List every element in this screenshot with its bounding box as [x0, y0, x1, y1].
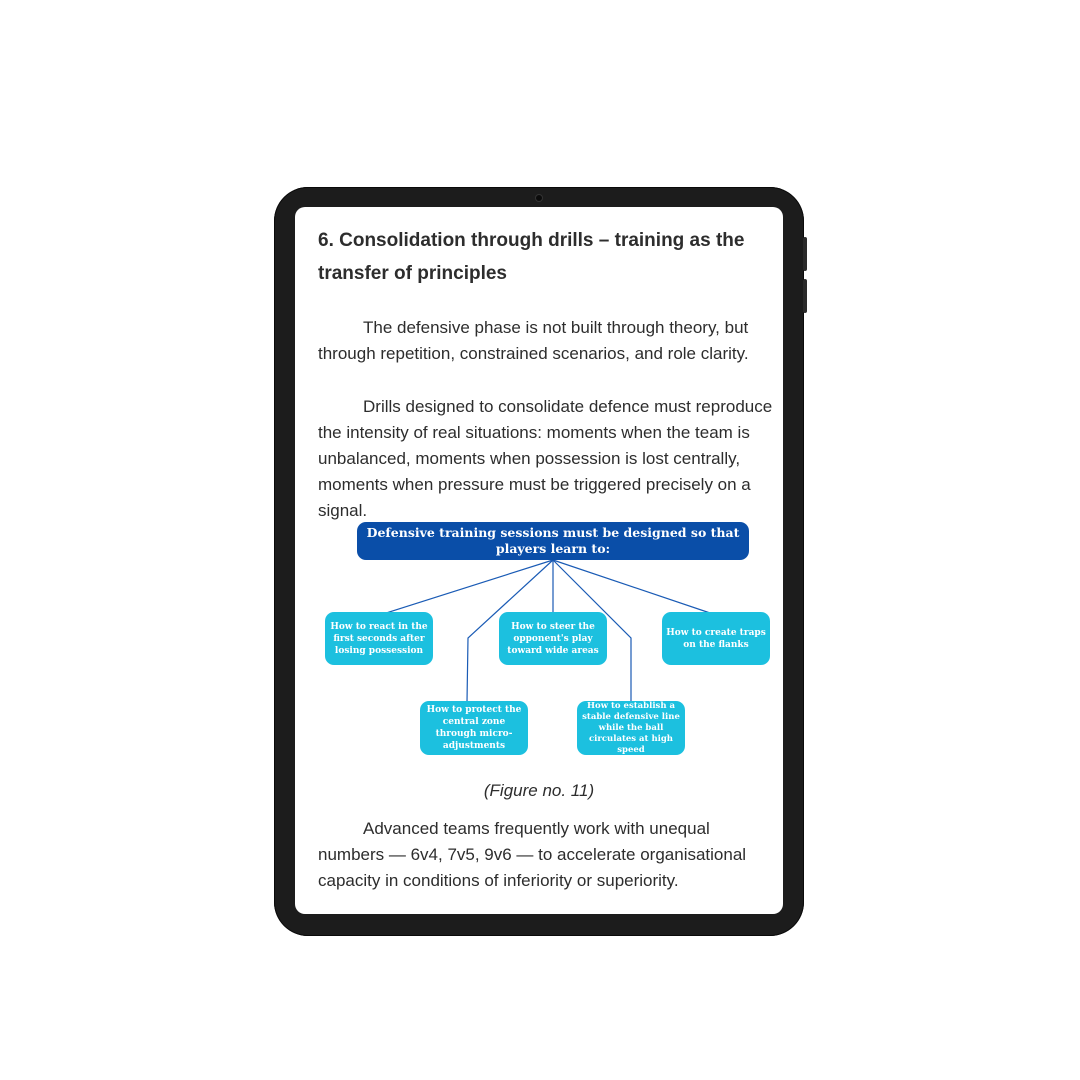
training-diagram: [295, 517, 783, 767]
connector-line: [553, 560, 716, 615]
paragraph-2: [318, 394, 778, 524]
diagram-item-steer: How to steer the opponent's play toward wide areas: [499, 612, 607, 665]
diagram-root-box: Defensive training sessions must be designed so that players learn to:: [357, 522, 749, 560]
diagram-item-defensive-line: How to establish a stable defensive line while the ball circulates at high speed: [577, 701, 685, 755]
camera-icon: [536, 195, 542, 201]
diagram-item-react: How to react in the first seconds after losing possession: [325, 612, 433, 665]
diagram-item-central-zone: How to protect the central zone through micro-adjustments: [420, 701, 528, 755]
volume-up-button: [803, 237, 807, 271]
diagram-item-traps: How to create traps on the flanks: [662, 612, 770, 665]
section-heading: 6. Consolidation through drills – training as the transfer of principles: [318, 230, 745, 284]
closing-paragraph: [318, 816, 778, 894]
figure-caption: (Figure no. 11): [483, 781, 595, 800]
document-page[interactable]: [295, 207, 783, 914]
volume-down-button: [803, 279, 807, 313]
paragraph-1-text: The defensive phase is not built through theory, but through repetition, constrained scenarios, and role clarity.: [318, 318, 749, 363]
connector-line: [380, 560, 553, 615]
tablet-device: [274, 187, 804, 936]
closing-paragraph-text: Advanced teams frequently work with unequal numbers — 6v4, 7v5, 9v6 — to accelerate organisational capacity in conditions of inferiority or superiority.: [318, 819, 747, 890]
paragraph-1: [318, 315, 778, 367]
paragraph-2-text: Drills designed to consolidate defence must reproduce the intensity of real situations: moments when the team is unbalanced, moments when possession is lost centrally, moments when pressure must be triggered precisely on a signal.: [318, 397, 773, 520]
